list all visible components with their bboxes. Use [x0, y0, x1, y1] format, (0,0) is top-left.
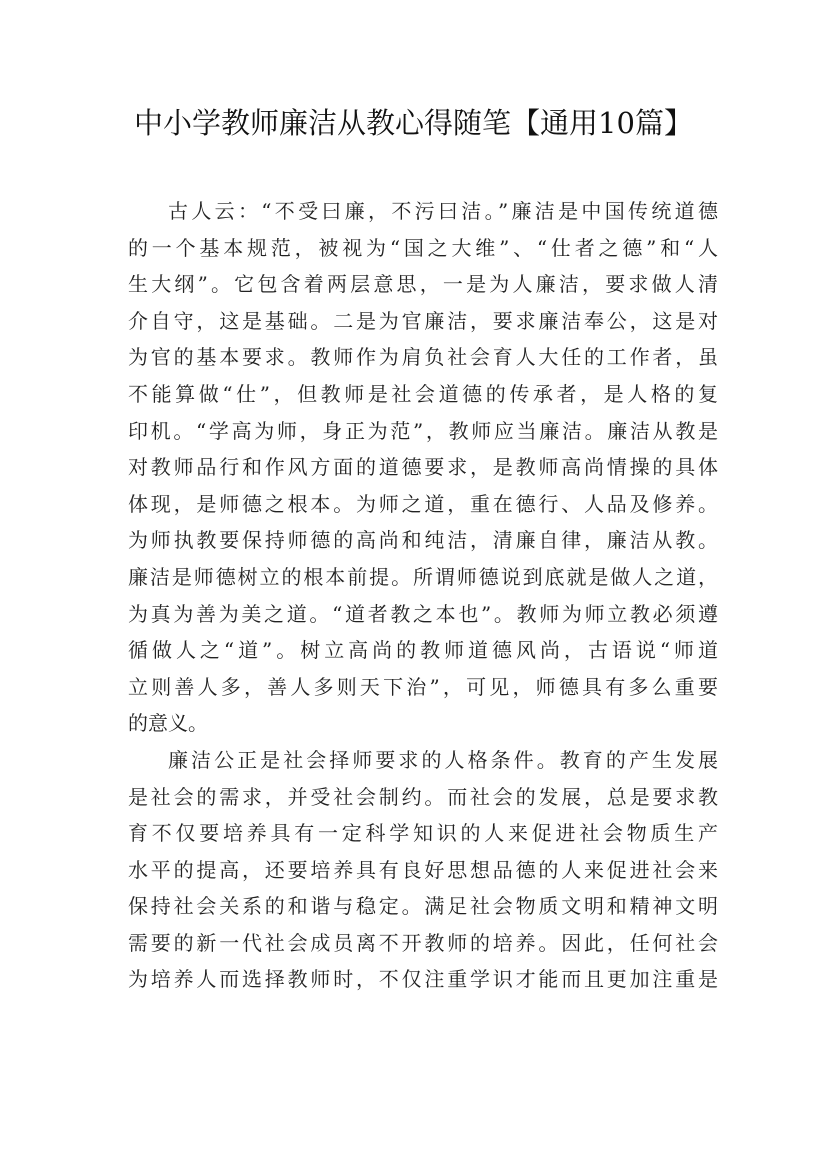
text-line: 为培养人而选择教师时，不仅注重学识才能而且更加注重是: [128, 967, 718, 992]
text-line: 立则善人多，善人多则天下治”，可见，师德具有多么重要: [128, 674, 718, 699]
text-line: 介自守，这是基础。二是为官廉洁，要求廉洁奉公，这是对: [128, 308, 718, 333]
text-line: 需要的新一代社会成员离不开教师的培养。因此，任何社会: [128, 930, 718, 955]
text-line: 印机。“学高为师，身正为范”，教师应当廉洁。廉洁从教是: [128, 418, 718, 443]
text-line: 为师执教要保持师德的高尚和纯洁，清廉自律，廉洁从教。: [128, 528, 718, 553]
document-body: [128, 193, 718, 998]
text-line: 的意义。: [128, 711, 208, 736]
text-line: 古人云：“不受曰廉，不污曰洁。”廉洁是中国传统道德: [168, 199, 718, 223]
text-line: 廉洁公正是社会择师要求的人格条件。教育的产生发展: [168, 747, 718, 772]
text-line: 的一个基本规范，被视为“国之大维”、“仕者之德”和“人: [128, 235, 718, 260]
paragraph-1: [128, 193, 718, 742]
text-line: 循做人之“道”。树立高尚的教师道德风尚，古语说“师道: [128, 638, 718, 663]
text-line: 水平的提高，还要培养具有良好思想品德的人来促进社会来: [128, 857, 718, 882]
text-line: 为官的基本要求。教师作为肩负社会育人大任的工作者，虽: [128, 345, 718, 370]
document-title: 中小学教师廉洁从教心得随笔【通用10篇】: [134, 106, 693, 140]
text-line: 对教师品行和作风方面的道德要求，是教师高尚情操的具体: [128, 455, 718, 480]
text-line: 体现，是师德之根本。为师之道，重在德行、人品及修养。: [128, 491, 718, 516]
text-line: 不能算做“仕”，但教师是社会道德的传承者，是人格的复: [128, 381, 718, 406]
text-line: 保持社会关系的和谐与稳定。满足社会物质文明和精神文明: [128, 894, 718, 919]
paragraph-2: [128, 742, 718, 998]
text-line: 生大纲”。它包含着两层意思，一是为人廉洁，要求做人清: [128, 272, 718, 297]
text-line: 是社会的需求，并受社会制约。而社会的发展，总是要求教: [128, 784, 718, 809]
text-line: 育不仅要培养具有一定科学知识的人来促进社会物质生产: [128, 821, 718, 846]
text-line: 为真为善为美之道。“道者教之本也”。教师为师立教必须遵: [128, 601, 718, 626]
text-line: 廉洁是师德树立的根本前提。所谓师德说到底就是做人之道，: [128, 564, 718, 589]
